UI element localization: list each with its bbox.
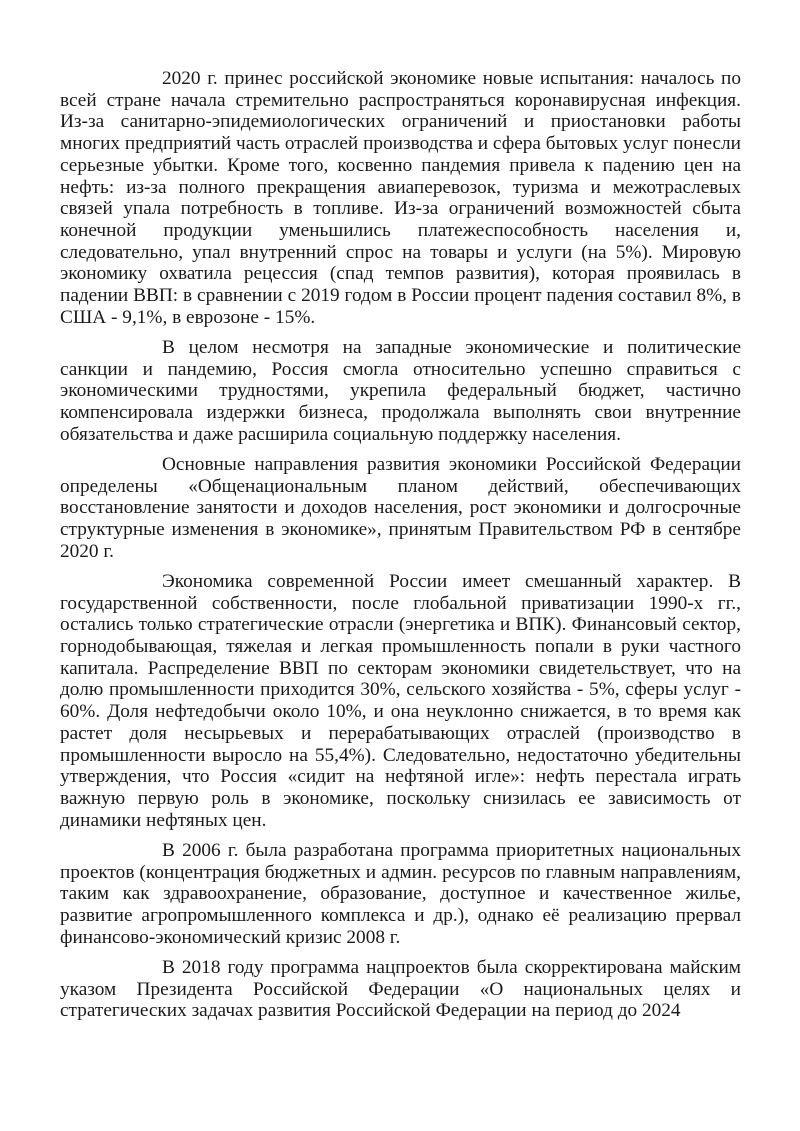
paragraph-mixed-economy: Экономика современной России имеет смешанный характер. В государственной собственности, после глобальной приватизации 1990-х гг., остались только стратегические отрасли (энергетика и ВПК). Финансовый сектор, горнодобывающая, тяжелая и легкая промышленность попали в руки частного капитала. Распределение ВВП по секторам экономики свидетельствует, что на долю промышленности приходится 30%, сельского хозяйства - 5%, сферы услуг - 60%. Доля нефтедобычи около 10%, и она неуклонно снижается, в то время как растет доля несырьевых и перерабатывающих отраслей (производство в промышленности выросло на 55,4%). Следовательно, недостаточно убедительны утверждения, что Россия «сидит на нефтяной игле»: нефть перестала играть важную первую роль в экономике, поскольку снизилась ее зависимость от динамики нефтяных цен. — [60, 570, 741, 831]
paragraph-pandemic-2020: 2020 г. принес российской экономике новые испытания: началось по всей стране начала стремительно распространяться коронавирусная инфекция. Из-за санитарно-эпидемиологических ограничений и приостановки работы многих предприятий часть отраслей производства и сфера бытовых услуг понесли серьезные убытки. Кроме того, косвенно пандемия привела к падению цен на нефть: из-за полного прекращения авиаперевозок, туризма и межотраслевых связей упала потребность в топливе. Из-за ограничений возможностей сбыта конечной продукции уменьшились платежеспособность населения и, следовательно, упал внутренний спрос на товары и услуги (на 5%). Мировую экономику охватила рецессия (спад темпов развития), которая проявилась в падении ВВП: в сравнении с 2019 годом в России процент падения составил 8%, в США - 9,1%, в еврозоне - 15%. — [60, 68, 741, 328]
paragraph-national-action-plan: Основные направления развития экономики Российской Федерации определены «Общенациональным планом действий, обеспечивающих восстановление занятости и доходов населения, рост экономики и долгосрочные структурные изменения в экономике», принятым Правительством РФ в сентябре 2020 г. — [60, 453, 741, 562]
document-page — [60, 68, 741, 1031]
paragraph-sanctions-resilience: В целом несмотря на западные экономические и политические санкции и пандемию, Россия смогла относительно успешно справиться с экономическими трудностями, укрепила федеральный бюджет, частично компенсировала издержки бизнеса, продолжала выполнять свои внутренние обязательства и даже расширила социальную поддержку населения. — [60, 336, 741, 445]
paragraph-may-decree-2018: В 2018 году программа нацпроектов была скорректирована майским указом Президента Российской Федерации «О национальных целях и стратегических задачах развития Российской Федерации на период до 2024 — [60, 956, 741, 1022]
paragraph-national-projects-2006: В 2006 г. была разработана программа приоритетных национальных проектов (концентрация бюджетных и админ. ресурсов по главным направлениям, таким как здравоохранение, образование, доступное и качественное жилье, развитие агропромышленного комплекса и др.), однако её реализацию прервал финансово-экономический кризис 2008 г. — [60, 839, 741, 948]
